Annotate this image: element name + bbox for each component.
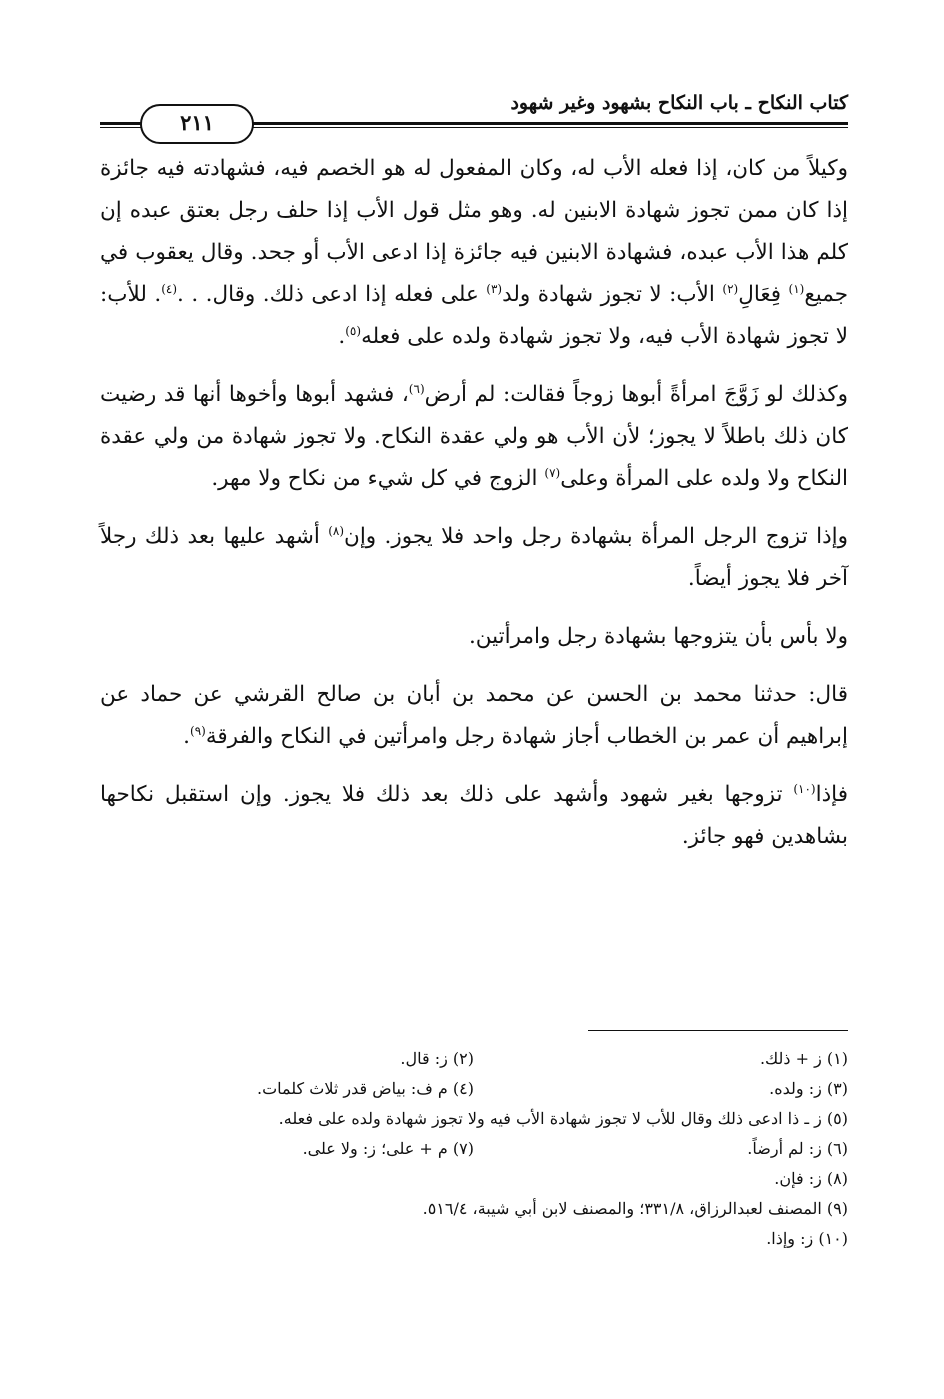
footnote-ref: (٤)	[161, 281, 178, 296]
footnote-row	[100, 1104, 848, 1134]
text-run: أشهد عليها بعد ذلك رجلاً آخر فلا يجوز أيضاً.	[100, 524, 848, 591]
footnote-row	[100, 1074, 848, 1104]
text-run: الزوج في كل شيء من نكاح ولا مهر.	[211, 466, 545, 491]
footnote-ref: (٧)	[544, 465, 561, 480]
footnote-row	[100, 1224, 848, 1254]
footnote-9: (٩) المصنف لعبدالرزاق، ٣٣١/٨؛ والمصنف لابن أبي شيبة، ٥١٦/٤.	[422, 1199, 848, 1218]
text-run: وكيلاً من كان، إذا فعله الأب له، وكان المفعول له هو الخصم فيه، فشهادته فيه جائزة إذا كان ممن تجوز شهادة الابنين له. وهو مثل قول الأب إذا حلف رجل بعتق عبده إن كلم هذا الأب عبده، فشهادة الابنين فيه جائزة إذا ادعى الأب أو جحد. وقال يعقوب في جميع	[100, 156, 848, 307]
footnote-1: (١) ز + ذلك.	[759, 1049, 848, 1068]
footnote-row	[100, 1134, 848, 1164]
text-run: فِعَالِ	[738, 282, 789, 307]
footnotes	[100, 1044, 848, 1254]
text-run: الأب: لا تجوز شهادة ولد	[502, 282, 723, 307]
text-run: تزوجها بغير شهود وأشهد على ذلك بعد ذلك فلا يجوز. وإن استقبل نكاحها بشاهدين فهو جائز.	[100, 782, 848, 849]
footnote-ref: (٥)	[345, 323, 362, 338]
page-number: ٢١١	[140, 104, 254, 144]
paragraph-2	[100, 374, 848, 500]
footnote-row	[100, 1044, 848, 1074]
footnote-7: (٧) م + على؛ ز: ولا على.	[302, 1139, 474, 1158]
footnote-row	[100, 1194, 848, 1224]
text-run: . للأب: لا تجوز شهادة الأب فيه، ولا تجوز شهادة ولده على فعله	[100, 282, 848, 349]
footnote-3: (٣) ز: ولده.	[769, 1079, 848, 1098]
footnote-ref: (١٠)	[793, 781, 816, 796]
footnote-4: (٤) م ف: بياض قدر ثلاث كلمات.	[256, 1079, 474, 1098]
text-run: ، فشهد أبوها وأخوها أنها قد رضيت كان ذلك باطلاً لا يجوز؛ لأن الأب هو ولي عقدة النكاح. ولا تجوز شهادة من ولي عقدة النكاح ولا ولده على المرأة وعلى	[100, 382, 848, 491]
footnote-ref: (٨)	[328, 523, 345, 538]
chapter-title: كتاب النكاح ـ باب النكاح بشهود وغير شهود	[510, 92, 848, 114]
text-run: ولا بأس بأن يتزوجها بشهادة رجل وامرأتين.	[468, 624, 848, 649]
text-run: وكذلك لو زَوَّجَ امرأةً أبوها زوجاً فقالت: لم أرض	[424, 382, 848, 407]
footnote-ref: (٣)	[486, 281, 503, 296]
footnote-5: (٥) ز ـ ذا ادعى ذلك وقال للأب لا تجوز شهادة الأب فيه ولا تجوز شهادة ولده على فعله.	[278, 1109, 848, 1128]
text-run: فإذا	[815, 782, 848, 807]
footnote-ref: (١)	[788, 281, 805, 296]
text-run: وإذا تزوج الرجل المرأة بشهادة رجل واحد فلا يجوز. وإن	[344, 524, 848, 549]
footnote-8: (٨) ز: فإن.	[774, 1169, 848, 1188]
footnote-ref: (٩)	[190, 723, 206, 738]
footnote-ref: (٦)	[408, 381, 425, 396]
paragraph-3	[100, 516, 848, 600]
footnote-separator	[588, 1030, 848, 1031]
footnote-6: (٦) ز: لم أرضاً.	[747, 1139, 848, 1158]
text-run: .	[338, 324, 346, 349]
footnote-10: (١٠) ز: وإذا.	[766, 1229, 848, 1248]
text-run: على فعله إذا ادعى ذلك. وقال. . .	[177, 282, 487, 307]
paragraph-1	[100, 148, 848, 358]
main-text	[100, 148, 848, 874]
text-run: قال: حدثنا محمد بن الحسن عن محمد بن أبان بن صالح القرشي عن حماد عن إبراهيم أن عمر بن الخطاب أجاز شهادة رجل وامرأتين في النكاح والفرقة	[100, 682, 848, 749]
paragraph-6	[100, 774, 848, 858]
paragraph-5	[100, 674, 848, 758]
text-run: .	[183, 724, 191, 749]
paragraph-4	[100, 616, 848, 658]
footnote-row	[100, 1164, 848, 1194]
footnote-2: (٢) ز: قال.	[400, 1049, 474, 1068]
footnote-ref: (٢)	[722, 281, 739, 296]
running-header	[100, 86, 848, 135]
